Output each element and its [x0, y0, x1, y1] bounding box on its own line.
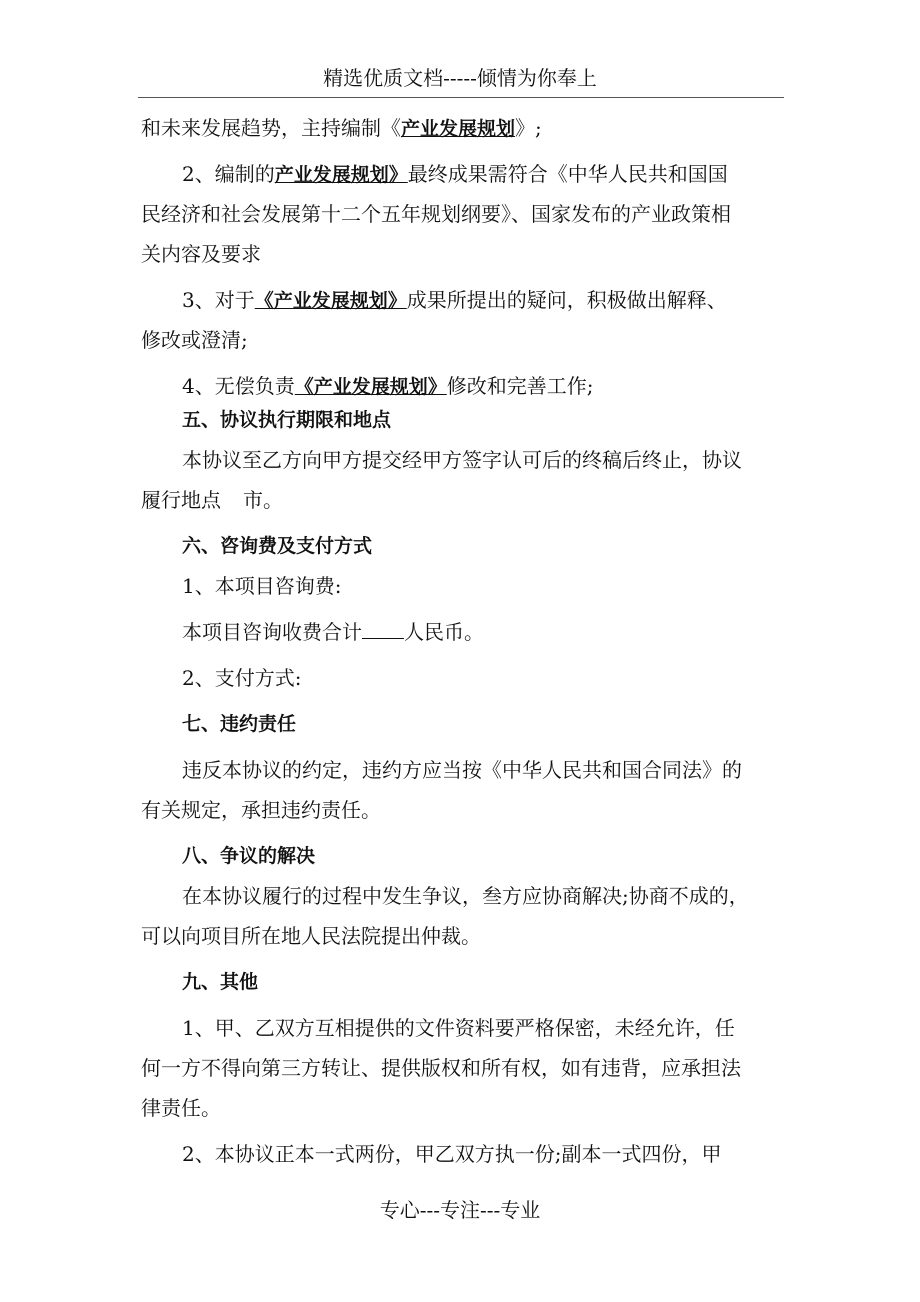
clause-3: 3、对于《产业发展规划》成果所提出的疑问，积极做出解释、 [182, 288, 727, 312]
header-divider [138, 97, 784, 98]
clause-3-line-2: 修改或澄清; [141, 328, 248, 352]
section-7-line-1: 违反本协议的约定，违约方应当按《中华人民共和国合同法》的 [182, 758, 742, 782]
section-8-line-2: 可以向项目所在地人民法院提出仲裁。 [141, 924, 481, 948]
page-footer: 专心---专注---专业 [379, 1198, 541, 1222]
page-header: 精选优质文档-----倾情为你奉上 [323, 66, 597, 90]
section-5-line-2: 履行地点 市。 [141, 488, 283, 512]
document-body [141, 108, 786, 1174]
section-9-line-2: 何一方不得向第三方转让、提供版权和所有权，如有违背，应承担法 [141, 1056, 741, 1080]
section-8-line-1: 在本协议履行的过程中发生争议，叁方应协商解决;协商不成的， [182, 884, 749, 908]
section-6-item-1: 1、本项目咨询费: [182, 574, 342, 598]
section-9-line-1: 1、甲、乙双方互相提供的文件资料要严格保密，未经允许，任 [182, 1016, 735, 1040]
section-heading-8: 八、争议的解决 [182, 845, 316, 867]
section-5-line-1: 本协议至乙方向甲方提交经甲方签字认可后的终稿后终止，协议 [182, 448, 742, 472]
clause-2: 2、编制的产业发展规划》最终成果需符合《中华人民共和国国 [182, 162, 728, 186]
fee-blank [362, 618, 404, 639]
section-heading-7: 七、违约责任 [182, 713, 297, 735]
clause-2-line-2: 民经济和社会发展第十二个五年规划纲要》、国家发布的产业政策相 [141, 202, 731, 226]
section-6-fee-line: 本项目咨询收费合计 人民币。 [182, 620, 484, 644]
plan-title-underlined: 产业发展规划》 [274, 164, 408, 186]
section-heading-9: 九、其他 [182, 971, 259, 993]
plan-title-underlined: 产业发展规划 [401, 118, 516, 140]
section-heading-5: 五、协议执行期限和地点 [182, 409, 392, 431]
clause-2-line-3: 关内容及要求 [141, 242, 261, 266]
section-9-line-4: 2、本协议正本一式两份，甲乙双方执一份;副本一式四份，甲 [182, 1142, 722, 1166]
plan-title-underlined: 《产业发展规划》 [294, 376, 447, 398]
section-heading-6: 六、咨询费及支付方式 [182, 535, 373, 557]
section-9-line-3: 律责任。 [141, 1096, 221, 1120]
plan-title-underlined: 《产业发展规划》 [254, 290, 407, 312]
clause-4: 4、无偿负责《产业发展规划》修改和完善工作; [182, 374, 594, 398]
continued-line: 和未来发展趋势，主持编制《产业发展规划》; [141, 116, 542, 140]
section-7-line-2: 有关规定，承担违约责任。 [141, 798, 381, 822]
section-6-item-2: 2、支付方式: [182, 666, 302, 690]
